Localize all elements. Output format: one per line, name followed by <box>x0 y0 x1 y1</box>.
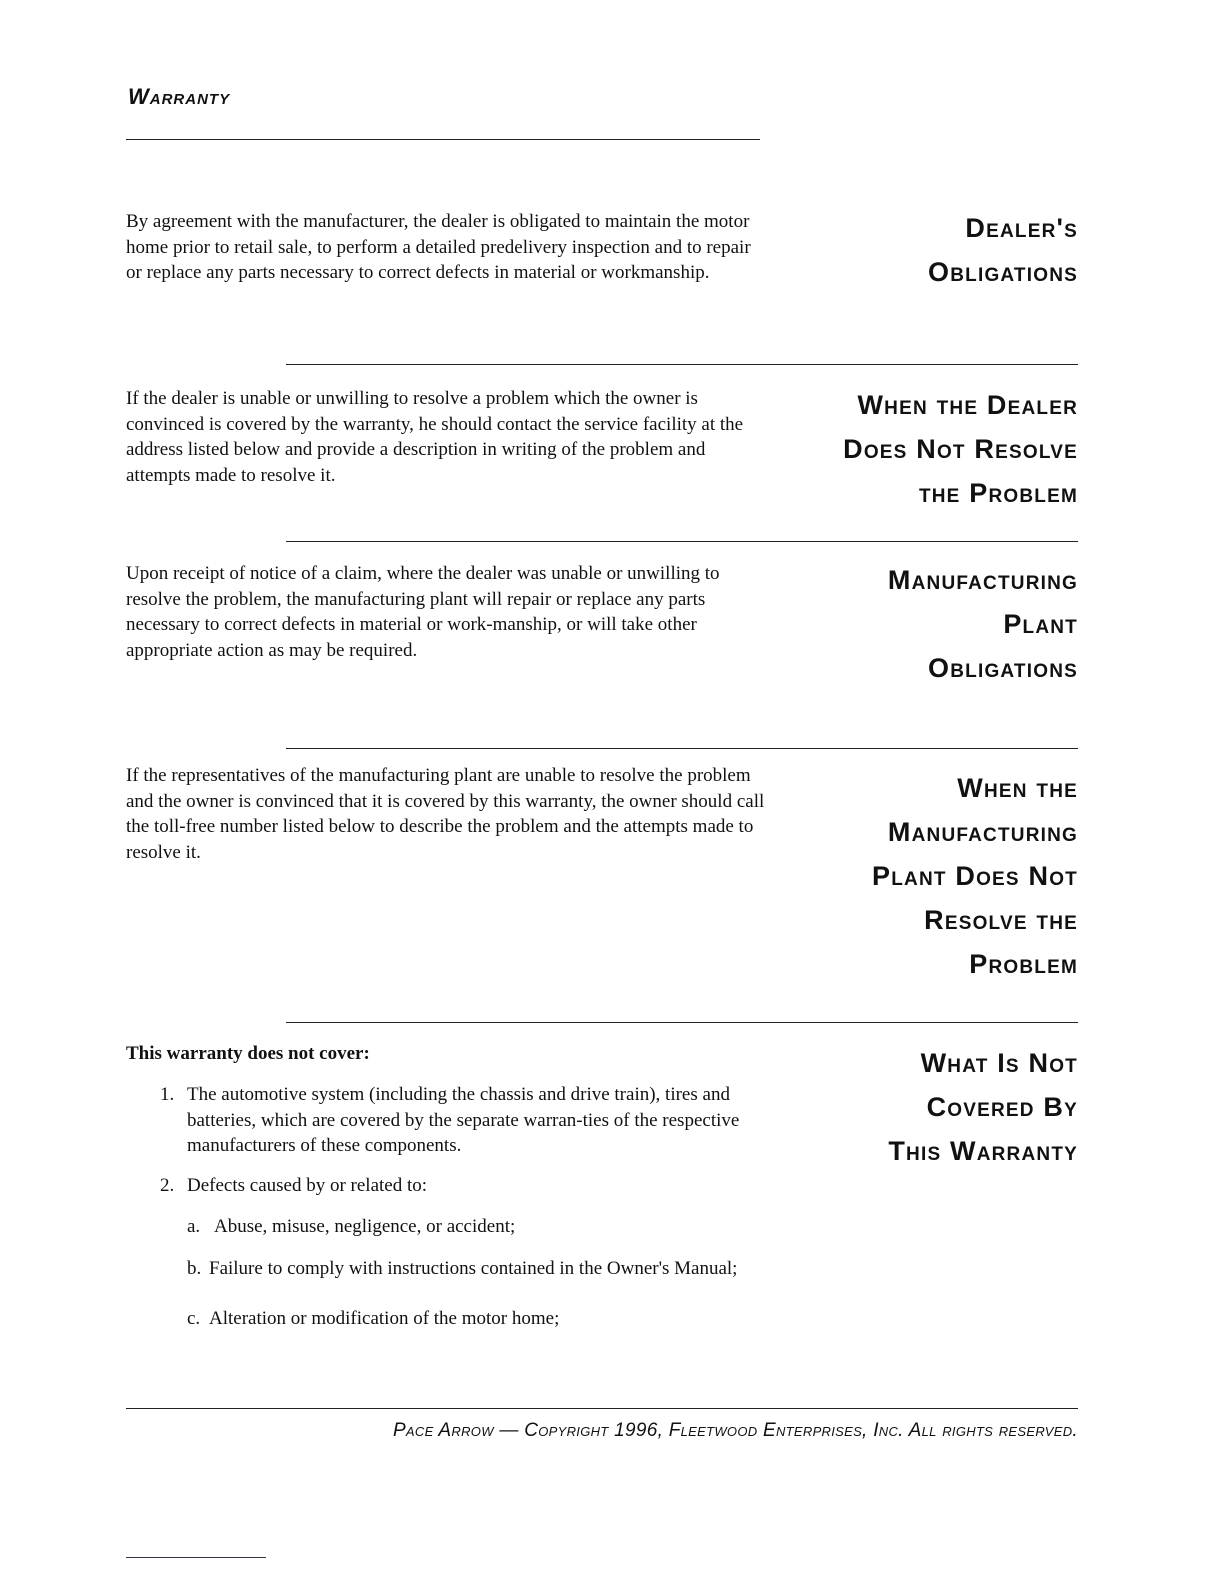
section-divider <box>286 1022 1078 1023</box>
section-divider <box>286 364 1078 365</box>
list-item: 2. Defects caused by or related to: <box>160 1175 428 1196</box>
dealers-obligations-heading: Dealer's Obligations <box>928 213 1078 287</box>
dealer-not-resolve-text: If the dealer is unable or unwilling to resolve a problem which the owner is convinced is covered by the warranty, he should contact the service facility at the address listed below and provide a description in writing of the problem and attempts made to resolve it. <box>126 388 744 486</box>
list-item: 1. The automotive system (including the chassis and drive train), tires and batteries, which are covered by the separate warran-ties of the respective manufacturers of these components. <box>160 1084 740 1156</box>
dealer-not-resolve-heading: When the Dealer Does Not Resolve the Problem <box>843 390 1078 508</box>
list-subitem: c. Alteration or modification of the motor home; <box>187 1308 560 1329</box>
not-covered-heading: What Is Not Covered By This Warranty <box>888 1048 1078 1166</box>
dealers-obligations-text: By agreement with the manufacturer, the dealer is obligated to maintain the motor home prior to retail sale, to perform a detailed predelivery inspection and to repair or replace any parts necessary to correct defects in material or workmanship. <box>126 211 751 283</box>
section-divider <box>286 541 1078 542</box>
list-subitem: b. Failure to comply with instructions contained in the Owner's Manual; <box>187 1258 738 1279</box>
section-divider <box>286 748 1078 749</box>
corner-mark <box>126 1557 266 1558</box>
plant-obligations-heading: Manufacturing Plant Obligations <box>887 565 1078 683</box>
list-subitem: a. Abuse, misuse, negligence, or accident; <box>187 1216 516 1237</box>
footer-copyright: Pace Arrow — Copyright 1996, Fleetwood Enterprises, Inc. All rights reserved. <box>392 1420 1078 1441</box>
plant-not-resolve-text: If the representatives of the manufacturing plant are unable to resolve the problem and the owner is convinced that it is covered by this warranty, the owner should call the toll-free number listed below to describe the problem and the attempts made to resolve it. <box>126 765 765 863</box>
page-title: Warranty <box>128 84 231 109</box>
plant-obligations-text: Upon receipt of notice of a claim, where the dealer was unable or unwilling to resolve the problem, the manufacturing plant will repair or replace any parts necessary to correct defects in material or work-manship, or will take other appropriate action as may be required. <box>126 563 720 661</box>
plant-not-resolve-heading: When the Manufacturing Plant Does Not Resolve the Problem <box>872 773 1078 979</box>
title-divider <box>126 139 760 140</box>
not-covered-lead: This warranty does not cover: <box>126 1043 370 1064</box>
footer-divider <box>126 1408 1078 1409</box>
